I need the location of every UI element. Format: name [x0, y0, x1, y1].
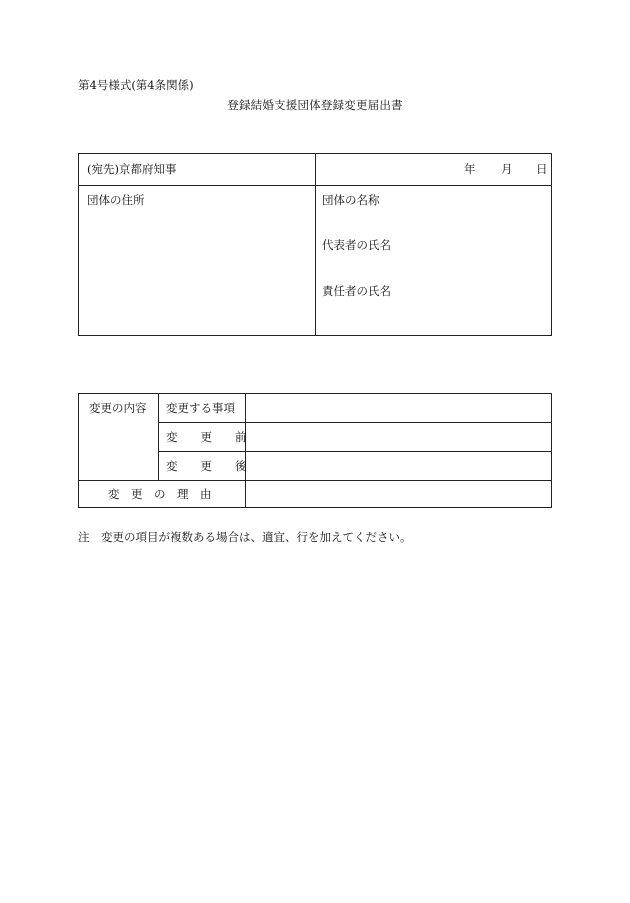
column-divider — [158, 394, 159, 480]
row-divider — [79, 480, 551, 481]
change-reason-label: 変 更 の 理 由 — [108, 487, 212, 501]
change-content-label: 変更の内容 — [89, 401, 147, 415]
after-change-label: 変 更 後 — [166, 459, 247, 473]
application-table — [78, 153, 552, 336]
document-title: 登録結婚支援団体登録変更届出書 — [227, 98, 403, 112]
before-change-label: 変 更 前 — [166, 430, 247, 444]
change-item-label: 変更する事項 — [166, 401, 235, 415]
form-number: 第4号様式(第4条関係) — [78, 78, 194, 92]
row-divider — [158, 422, 551, 423]
org-address-label: 団体の住所 — [87, 193, 145, 207]
date-month-label: 月 — [501, 162, 513, 176]
row-divider — [158, 451, 551, 452]
addressee-label: (宛先)京都府知事 — [87, 162, 177, 176]
representative-name-label: 代表者の氏名 — [322, 238, 391, 252]
responsible-name-label: 責任者の氏名 — [322, 284, 391, 298]
column-divider — [315, 154, 316, 335]
org-name-label: 団体の名称 — [322, 193, 380, 207]
change-table — [78, 393, 552, 508]
date-year-label: 年 — [464, 162, 476, 176]
footnote: 注 変更の項目が複数ある場合は、適宜、行を加えてください。 — [78, 530, 412, 544]
date-day-label: 日 — [536, 162, 548, 176]
column-divider — [245, 394, 246, 507]
